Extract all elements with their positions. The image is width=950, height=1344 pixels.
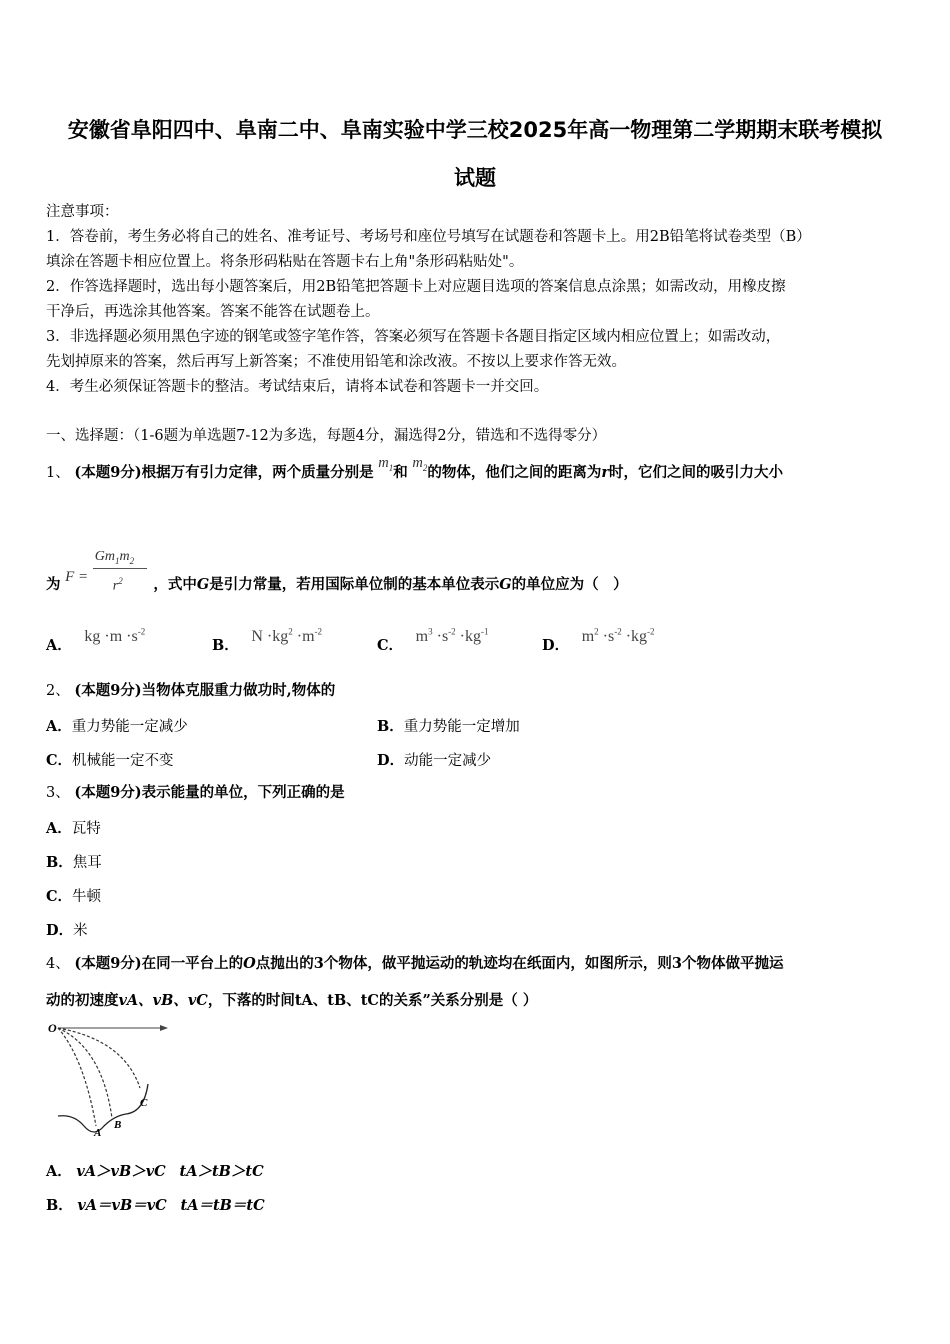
- formula-lhs: F =: [65, 569, 89, 585]
- gravity-fraction: [93, 549, 149, 597]
- question-score: (本题9分): [74, 464, 142, 481]
- q3-option-c[interactable]: C．牛顿: [46, 888, 102, 905]
- question-1-formula-line: 为 F = $\frac{Gm_1m_2}{r^2}$ ，式中G是引力常量，若用国际单位制的基本单位表示G的单位应为（ ）: [46, 563, 628, 607]
- page-title: 安徽省阜阳四中、阜南二中、阜南实验中学三校2025年高一物理第二学期期末联考模拟: [67, 118, 883, 142]
- q3-option-d[interactable]: D．米: [46, 922, 88, 939]
- trajectory-a: [58, 1028, 96, 1126]
- q2-option-b[interactable]: B．重力势能一定增加: [377, 718, 520, 735]
- question-2-stem: 2、 (本题9分)当物体克服重力做功时,物体的: [46, 682, 336, 699]
- projectile-trajectory-figure: [44, 1018, 174, 1140]
- q1-option-b[interactable]: B． $N \cdot kg^2 \cdot m^{-2}$: [212, 626, 323, 654]
- notice-line: 4．考生必须保证答题卡的整洁。考试结束后，请将本试卷和答题卡一并交回。: [46, 379, 549, 395]
- q3-option-b[interactable]: B．焦耳: [46, 854, 102, 871]
- mass-m1: $m_1$: [378, 455, 394, 473]
- notice-line: 1．答卷前，考生务必将自己的姓名、准考证号、考场号和座位号填写在试题卷和答题卡上。用2B铅笔将试卷类型（B）: [46, 229, 811, 245]
- ground-curve: [58, 1084, 148, 1132]
- question-number: 1、: [46, 465, 70, 481]
- q4-option-a[interactable]: A． vA＞vB＞vC tA＞tB＞tC: [46, 1163, 264, 1180]
- q2-option-c[interactable]: C．机械能一定不变: [46, 752, 174, 769]
- question-3-stem: 3、 (本题9分)表示能量的单位，下列正确的是: [46, 784, 345, 801]
- q1-option-d[interactable]: D． $m^2 \cdot s^{-2} \cdot kg^{-2}$: [542, 626, 655, 654]
- notice-line: 2．作答选择题时，选出每小题答案后，用2B铅笔把答题卡上对应题目选项的答案信息点涂黑；如需改动，用橡皮擦: [46, 279, 786, 295]
- question-4-stem: 4、 (本题9分)在同一平台上的O点抛出的3个物体，做平抛运动的轨迹均在纸面内，如图所示，则3个物体做平抛运: [46, 955, 784, 972]
- mass-m2: $m_2$: [412, 455, 428, 473]
- q4-option-b[interactable]: B． vA＝vB＝vC tA＝tB＝tC: [46, 1197, 265, 1214]
- fraction-numerator: $Gm_1m_2$: [94, 549, 135, 566]
- question-1-stem: 1、 (本题9分)根据万有引力定律，两个质量分别是 $m_1$和 $m_2$的物体，他们之间的距离为r时，它们之间的吸引力大小: [46, 455, 783, 481]
- trajectory-c: [58, 1028, 140, 1088]
- arrow-head: [160, 1025, 168, 1031]
- label-a: A: [94, 1127, 102, 1139]
- notice-line: 先划掉原来的答案，然后再写上新答案；不准使用铅笔和涂改液。不按以上要求作答无效。: [46, 354, 626, 370]
- fraction-denominator: $r^2$: [112, 576, 123, 594]
- label-b: B: [114, 1119, 122, 1131]
- notice-heading: 注意事项：: [46, 204, 119, 220]
- trajectory-b: [58, 1028, 112, 1118]
- q3-option-a[interactable]: A．瓦特: [46, 820, 101, 837]
- q1-option-a[interactable]: A． kg $\cdot m \cdot s^{-2}$: [46, 626, 146, 654]
- notice-line: 3．非选择题必须用黑色字迹的钢笔或签字笔作答，答案必须写在答题卡各题目指定区域内相应位置上；如需改动，: [46, 329, 781, 345]
- q2-option-a[interactable]: A．重力势能一定减少: [46, 718, 188, 735]
- question-4-stem-line2: 动的初速度vA、vB、vC，下落的时间tA、tB、tC的关系”关系分别是（ ）: [46, 992, 538, 1009]
- label-c: C: [140, 1097, 148, 1109]
- page-title-line2: 试题: [454, 166, 496, 190]
- notice-line: 干净后，再选涂其他答案。答案不能答在试题卷上。: [46, 304, 380, 320]
- q1-option-c[interactable]: C． $m^3 \cdot s^{-2} \cdot kg^{-1}$: [377, 626, 489, 654]
- notice-line: 填涂在答题卡相应位置上。将条形码粘贴在答题卡右上角"条形码粘贴处"。: [46, 254, 524, 270]
- label-o: O: [48, 1021, 57, 1035]
- q2-option-d[interactable]: D．动能一定减少: [377, 752, 492, 769]
- section-heading: 一、选择题：（1-6题为单选题7-12为多选，每题4分，漏选得2分，错选和不选得零分）: [46, 428, 607, 444]
